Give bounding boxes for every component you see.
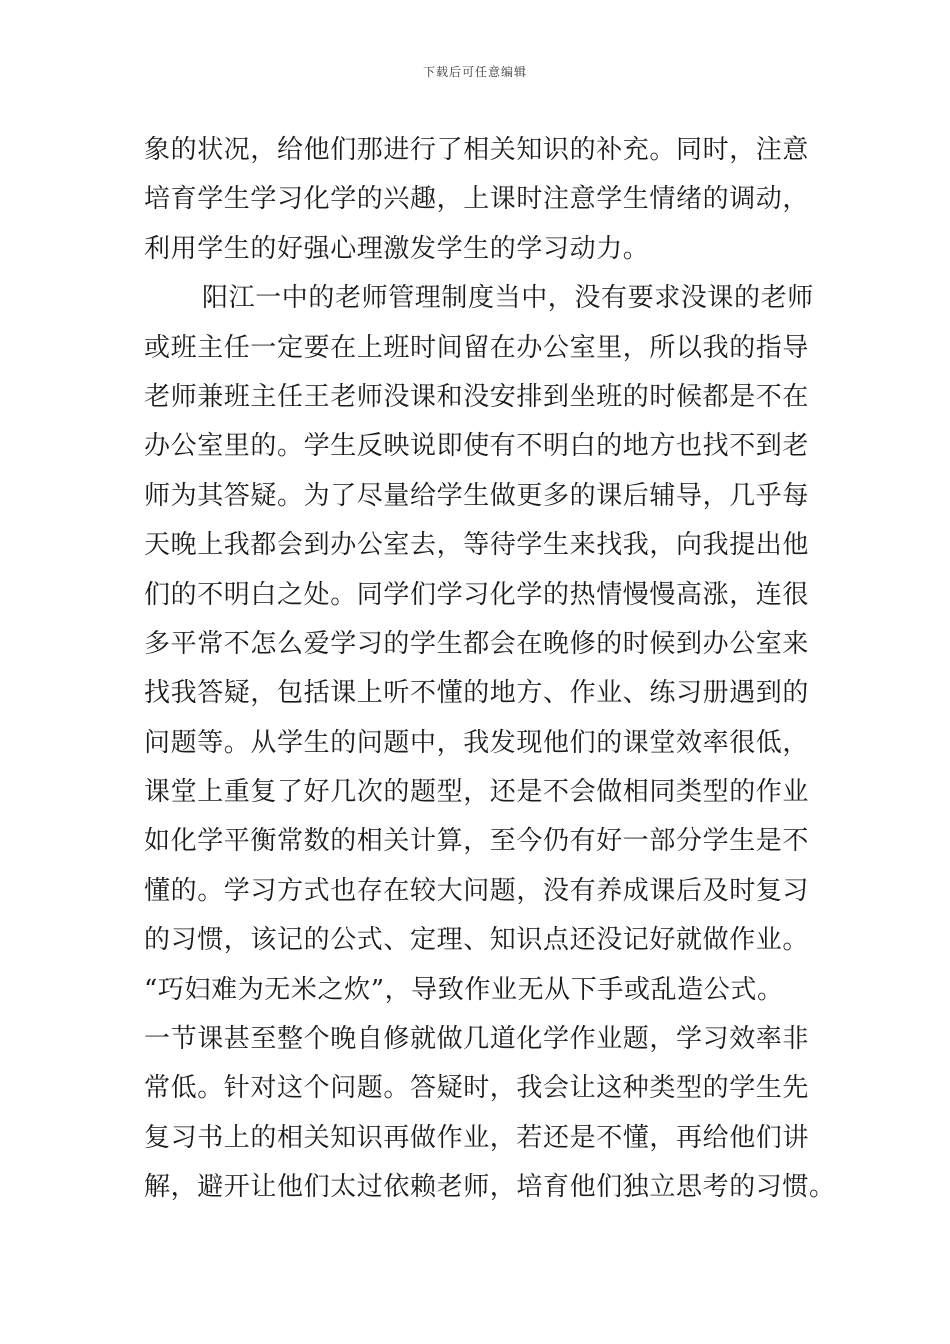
text-line: “巧妇难为无米之炊”，导致作业无从下手或乱造公式。 — [144, 974, 784, 1005]
text-line: 或班主任一定要在上班时间留在办公室里，所以我的指导 — [144, 332, 810, 363]
text-line: 办公室里的。学生反映说即使有不明白的地方也找不到老 — [144, 431, 810, 462]
text-line: 一节课甚至整个晚自修就做几道化学作业题，学习效率非 — [144, 1024, 810, 1055]
text-line: 复习书上的相关知识再做作业，若还是不懂，再给他们讲 — [144, 1122, 810, 1153]
text-line: 师为其答疑。为了尽量给学生做更多的课后辅导，几乎每 — [144, 480, 810, 511]
text-line: 培育学生学习化学的兴趣，上课时注意学生情绪的调动， — [144, 184, 810, 215]
text-line: 课堂上重复了好几次的题型，还是不会做相同类型的作业 — [144, 777, 810, 808]
text-line: 象的状况，给他们那进行了相关知识的补充。同时，注意 — [144, 135, 810, 165]
page-header: 下载后可任意编辑 — [422, 65, 527, 79]
text-line: 天晚上我都会到办公室去，等待学生来找我，向我提出他 — [144, 530, 810, 561]
text-line: 问题等。从学生的问题中，我发现他们的课堂效率很低， — [144, 727, 810, 758]
text-line: 常低。针对这个问题。答疑时，我会让这种类型的学生先 — [144, 1073, 810, 1104]
text-line: 利用学生的好强心理激发学生的学习动力。 — [144, 233, 650, 264]
text-line: 懂的。学习方式也存在较大问题，没有养成课后及时复习 — [144, 875, 810, 906]
document-body — [144, 126, 836, 1213]
text-line: 找我答疑，包括课上听不懂的地方、作业、练习册遇到的 — [144, 678, 810, 709]
text-line: 解，避开让他们太过依赖老师，培育他们独立思考的习惯。 — [144, 1172, 836, 1203]
text-line: 们的不明白之处。同学们学习化学的热情慢慢高涨，连很 — [144, 579, 810, 610]
text-line: 如化学平衡常数的相关计算，至今仍有好一部分学生是不 — [144, 826, 810, 857]
text-line: 的习惯，该记的公式、定理、知识点还没记好就做作业。 — [144, 925, 810, 956]
text-line: 老师兼班主任王老师没课和没安排到坐班的时候都是不在 — [144, 381, 810, 412]
text-line: 多平常不怎么爱学习的学生都会在晚修的时候到办公室来 — [144, 628, 810, 659]
paragraph-start-line: 阳江一中的老师管理制度当中，没有要求没课的老师 — [202, 283, 814, 314]
